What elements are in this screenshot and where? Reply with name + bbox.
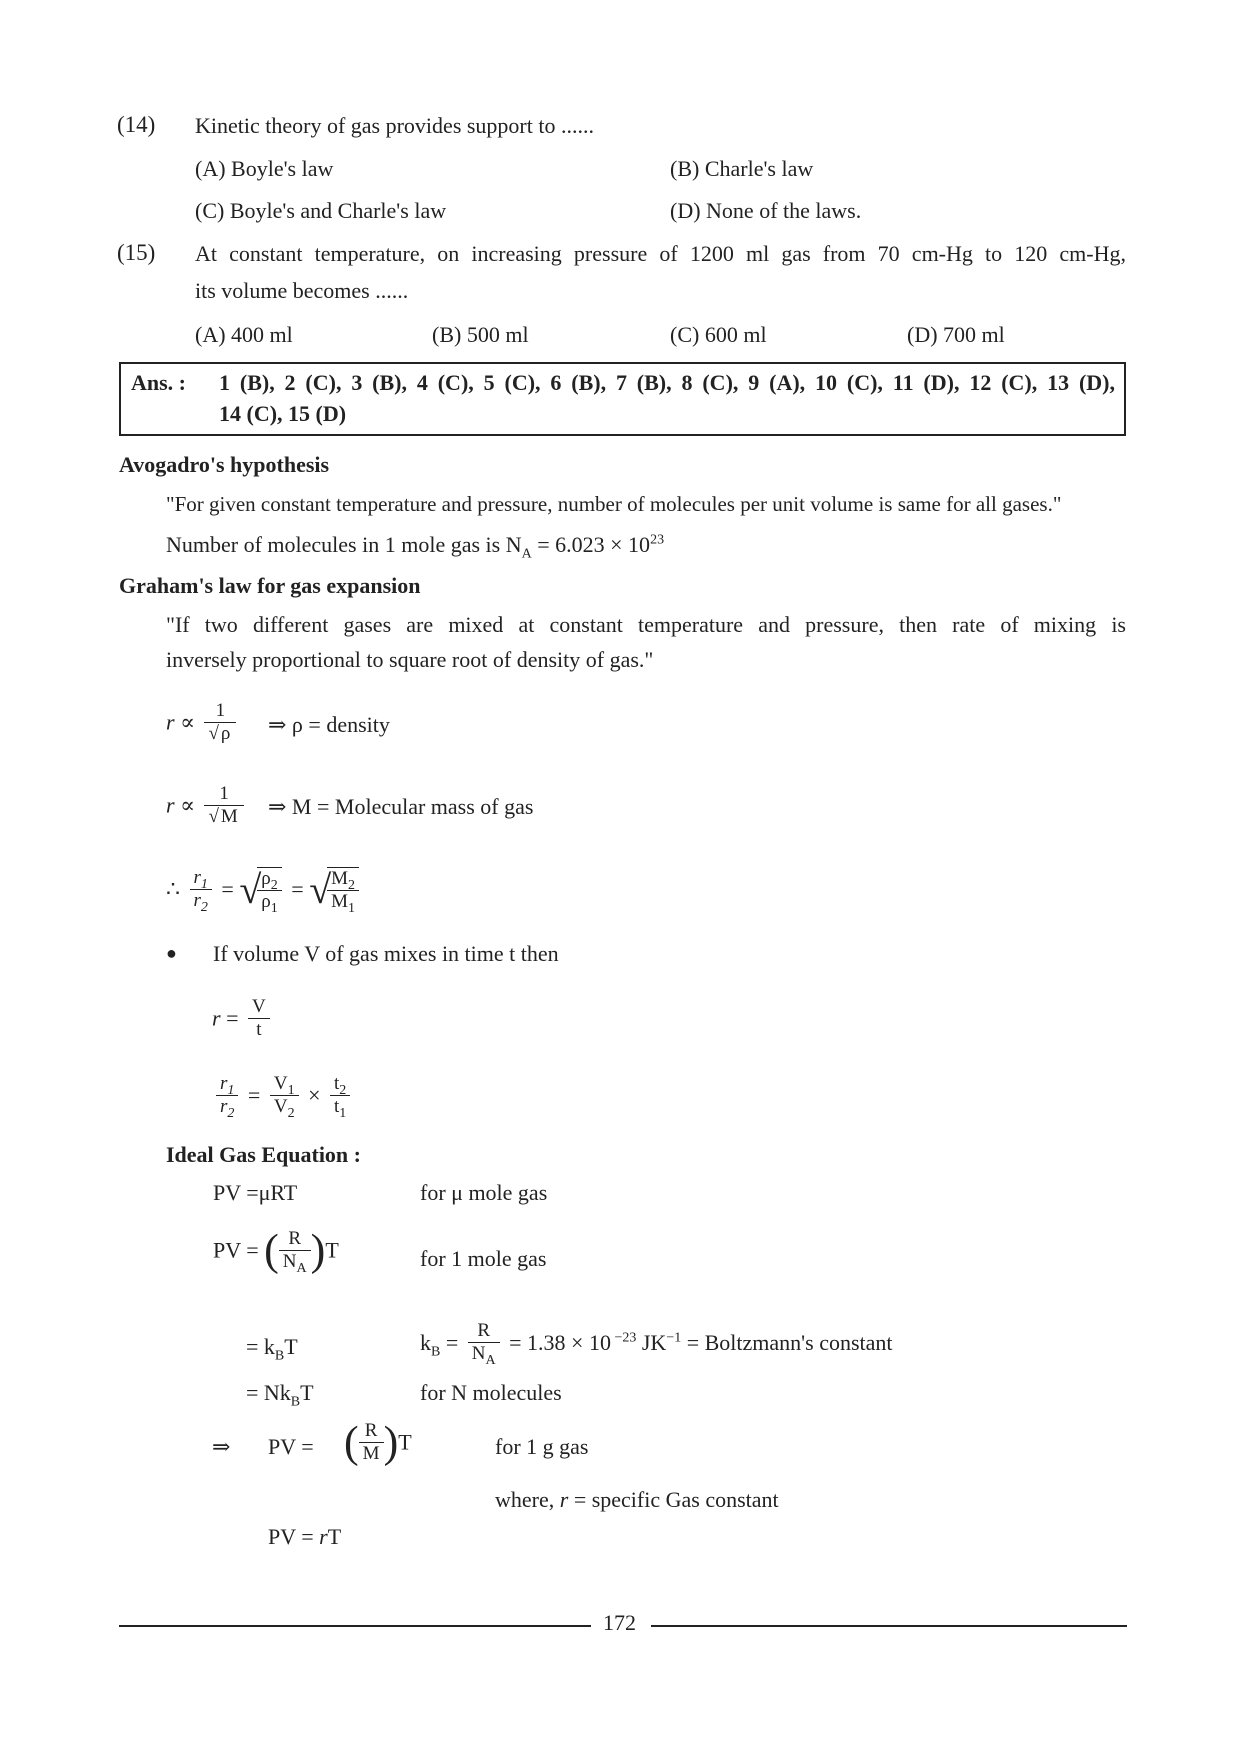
q14-option-b: (B) Charle's law <box>670 156 814 181</box>
bullet-icon: ● <box>166 943 177 963</box>
ideal-gas-eq3: = $k_BT$ <box>246 1334 298 1364</box>
page-number: 172 <box>603 1610 636 1635</box>
boltzmann-constant: $k_B$ = $\frac{R}{N_A}$ = 1.38 × 10 $^{-23}$ $JK^{-1}$ = Boltzmann's constant <box>420 1320 893 1368</box>
formula-rate-volume-ratio: $\frac{r_1}{r_2}$ = $\frac{V_1}{V_2}$ × $\frac{t_2}{t_1}$ <box>212 1073 354 1118</box>
specific-gas-constant-note: where, r = specific Gas constant <box>495 1487 779 1512</box>
q14-option-d: (D) None of the laws. <box>670 198 862 223</box>
ideal-gas-eq5-rhs: ( $\frac{R}{M}$ )T <box>344 1417 412 1467</box>
answer-key-label: Ans. : <box>131 370 187 395</box>
question-14-text: Kinetic theory of gas provides support to ...... <box>195 113 594 138</box>
ideal-gas-eq4: = $Nk_BT$ <box>246 1380 314 1410</box>
avogadro-quote: "For given constant temperature and pressure, number of molecules per unit volume is same for all gases." <box>166 492 1062 516</box>
q14-option-c: (C) Boyle's and Charle's law <box>195 198 447 223</box>
q15-option-a: (A) 400 ml <box>195 322 293 347</box>
bullet-text: If volume V of gas mixes in time t then <box>213 941 559 966</box>
question-15-text-line1: At constant temperature, on increasing pressure of 1200 ml gas from 70 cm-Hg to 120 cm-Hg, <box>195 241 1126 266</box>
formula-rate-ratio: ∴ $\frac{r_1}{r_2}$ = √ $\frac{\rho_2}{\rho_1}$ = √ $\frac{M_2}{M_1}$ <box>166 866 363 913</box>
question-15-text-line2: its volume becomes ...... <box>195 278 409 303</box>
answer-key-line2: 14 (C), 15 (D) <box>219 401 347 426</box>
q15-option-d: (D) 700 ml <box>907 322 1005 347</box>
graham-quote-line2: inversely proportional to square root of density of gas." <box>166 647 654 672</box>
graham-quote-line1: "If two different gases are mixed at constant temperature and pressure, then rate of mixing is <box>166 612 1126 637</box>
formula-rate-volume-time: r = $\frac{V}{t}$ <box>212 996 274 1041</box>
avogadro-number: Number of molecules in 1 mole gas is $N_A = 6.023 \times 10^{23}$ <box>166 532 665 562</box>
formula-rate-density: r ∝ $\frac{1}{√ \rho}$ <box>166 700 240 745</box>
ideal-gas-eq6: PV = rT <box>268 1524 342 1549</box>
ideal-gas-note-1g: for 1 g gas <box>495 1434 589 1459</box>
question-number-14: (14) <box>117 112 156 137</box>
q15-option-b: (B) 500 ml <box>432 322 529 347</box>
question-number-15: (15) <box>117 240 156 265</box>
ideal-gas-eq2: PV = ( $\frac{R}{N_A}$ )T <box>213 1225 339 1276</box>
ideal-gas-note2: for 1 mole gas <box>420 1246 547 1271</box>
implies-icon: ⇒ <box>212 1434 231 1459</box>
ideal-gas-eq1: PV =μRT <box>213 1180 298 1205</box>
q15-option-c: (C) 600 ml <box>670 322 767 347</box>
graham-heading: Graham's law for gas expansion <box>119 573 421 598</box>
ideal-gas-eq5-lhs: PV = <box>268 1434 314 1459</box>
q14-option-a: (A) Boyle's law <box>195 156 334 181</box>
footer-rule-left <box>119 1625 591 1627</box>
mass-note: ⇒ M = Molecular mass of gas <box>268 794 534 819</box>
avogadro-heading: Avogadro's hypothesis <box>119 452 330 477</box>
answer-key-line1: 1 (B), 2 (C), 3 (B), 4 (C), 5 (C), 6 (B), 7 (B), 8 (C), 9 (A), 10 (C), 11 (D), 12 (C), 13 (D), <box>219 370 1115 395</box>
formula-rate-mass: r ∝ $\frac{1}{√ M}$ <box>166 783 248 828</box>
footer-rule-right <box>651 1625 1127 1627</box>
ideal-gas-note-n: for N molecules <box>420 1380 562 1405</box>
density-note: ⇒ ρ = density <box>268 712 390 737</box>
ideal-gas-heading: Ideal Gas Equation : <box>166 1142 361 1167</box>
ideal-gas-note1: for μ mole gas <box>420 1180 548 1205</box>
